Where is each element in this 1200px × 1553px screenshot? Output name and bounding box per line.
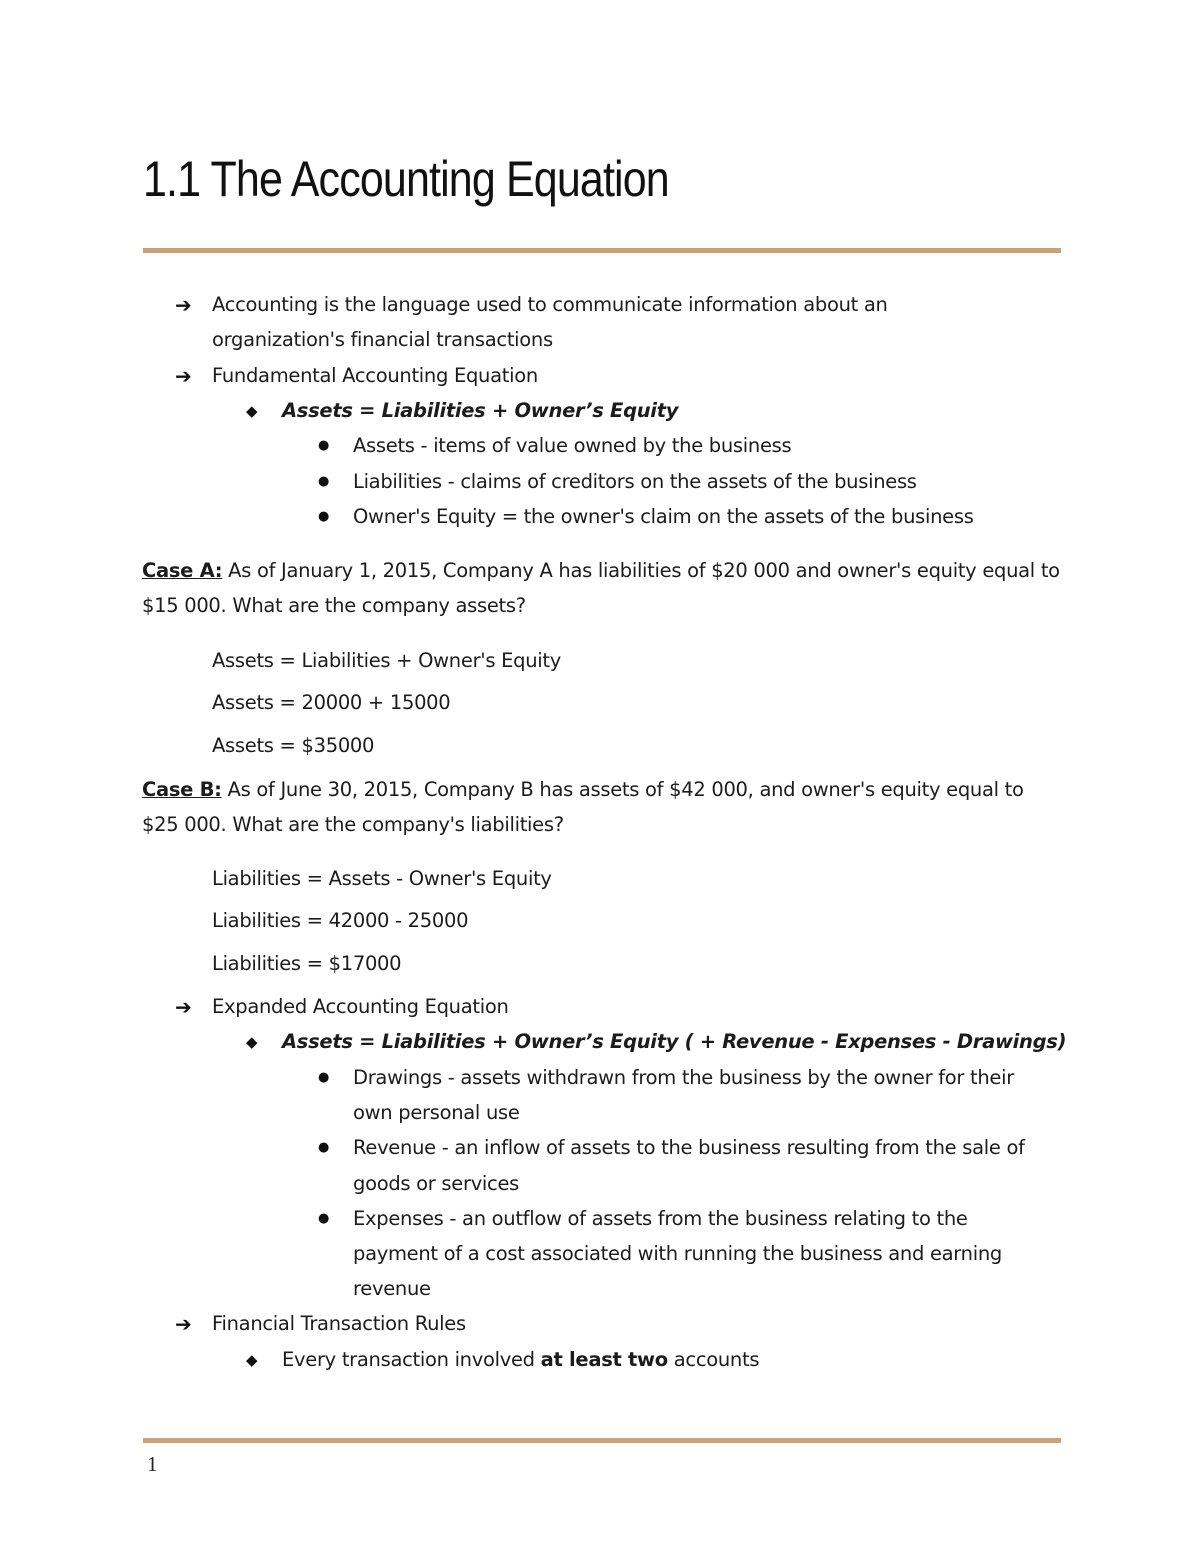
arrow-icon: ➔ bbox=[175, 293, 192, 317]
rules-heading: Financial Transaction Rules bbox=[212, 1312, 466, 1335]
bullet-dot-icon: ● bbox=[318, 1211, 330, 1226]
rule-text-start: Every transaction involved bbox=[282, 1348, 541, 1371]
expenses-line3: revenue bbox=[353, 1277, 431, 1300]
diamond-icon: ◆ bbox=[246, 1351, 258, 1369]
bullet-dot-icon: ● bbox=[318, 438, 330, 453]
revenue-line2: goods or services bbox=[353, 1172, 520, 1195]
expanded-heading: Expanded Accounting Equation bbox=[212, 995, 509, 1018]
case-b-label: Case B: bbox=[142, 778, 222, 801]
case-b-question-line2: $25 000. What are the company's liabilities? bbox=[142, 813, 564, 836]
bullet-dot-icon: ● bbox=[318, 1070, 330, 1085]
arrow-icon: ➔ bbox=[175, 364, 192, 388]
diamond-icon: ◆ bbox=[246, 402, 258, 420]
bullet-dot-icon: ● bbox=[318, 509, 330, 524]
case-a-text: As of January 1, 2015, Company A has liabilities of $20 000 and owner's equity equal to bbox=[222, 559, 1060, 582]
rule-text-bold: at least two bbox=[540, 1348, 668, 1371]
case-b-step2: Liabilities = 42000 - 25000 bbox=[212, 909, 469, 932]
fundamental-equation: Assets = Liabilities + Owner’s Equity bbox=[282, 399, 679, 422]
expanded-equation: Assets = Liabilities + Owner’s Equity ( + Revenue - Expenses - Drawings) bbox=[282, 1030, 1067, 1053]
rule-two-accounts bbox=[282, 1347, 759, 1373]
case-a-label: Case A: bbox=[142, 559, 223, 582]
case-b-question-line1 bbox=[142, 777, 1024, 803]
definition-owners-equity: Owner's Equity = the owner's claim on the assets of the business bbox=[353, 505, 974, 528]
page-number: 1 bbox=[147, 1452, 158, 1476]
intro-text-line1: Accounting is the language used to communicate information about an bbox=[212, 293, 888, 316]
page-title: 1.1 The Accounting Equation bbox=[143, 151, 669, 207]
drawings-line1: Drawings - assets withdrawn from the business by the owner for their bbox=[353, 1066, 1014, 1089]
case-a-step3: Assets = $35000 bbox=[212, 734, 375, 757]
fundamental-heading: Fundamental Accounting Equation bbox=[212, 364, 538, 387]
arrow-icon: ➔ bbox=[175, 995, 192, 1019]
revenue-line1: Revenue - an inflow of assets to the business resulting from the sale of bbox=[353, 1136, 1025, 1159]
bullet-dot-icon: ● bbox=[318, 474, 330, 489]
expenses-line2: payment of a cost associated with running the business and earning bbox=[353, 1242, 1002, 1265]
definition-assets: Assets - items of value owned by the business bbox=[353, 434, 792, 457]
case-b-text: As of June 30, 2015, Company B has assets of $42 000, and owner's equity equal to bbox=[221, 778, 1024, 801]
case-a-question-line2: $15 000. What are the company assets? bbox=[142, 594, 526, 617]
top-divider bbox=[143, 248, 1061, 253]
case-a-question-line1 bbox=[142, 558, 1060, 584]
case-b-step3: Liabilities = $17000 bbox=[212, 952, 402, 975]
definition-liabilities: Liabilities - claims of creditors on the assets of the business bbox=[353, 470, 917, 493]
arrow-icon: ➔ bbox=[175, 1312, 192, 1336]
drawings-line2: own personal use bbox=[353, 1101, 520, 1124]
expenses-line1: Expenses - an outflow of assets from the business relating to the bbox=[353, 1207, 968, 1230]
rule-text-end: accounts bbox=[667, 1348, 760, 1371]
diamond-icon: ◆ bbox=[246, 1033, 258, 1051]
bullet-dot-icon: ● bbox=[318, 1140, 330, 1155]
bottom-divider bbox=[143, 1438, 1061, 1443]
intro-text-line2: organization's financial transactions bbox=[212, 328, 553, 351]
case-a-step2: Assets = 20000 + 15000 bbox=[212, 691, 451, 714]
case-b-step1: Liabilities = Assets - Owner's Equity bbox=[212, 867, 552, 890]
case-a-step1: Assets = Liabilities + Owner's Equity bbox=[212, 649, 561, 672]
